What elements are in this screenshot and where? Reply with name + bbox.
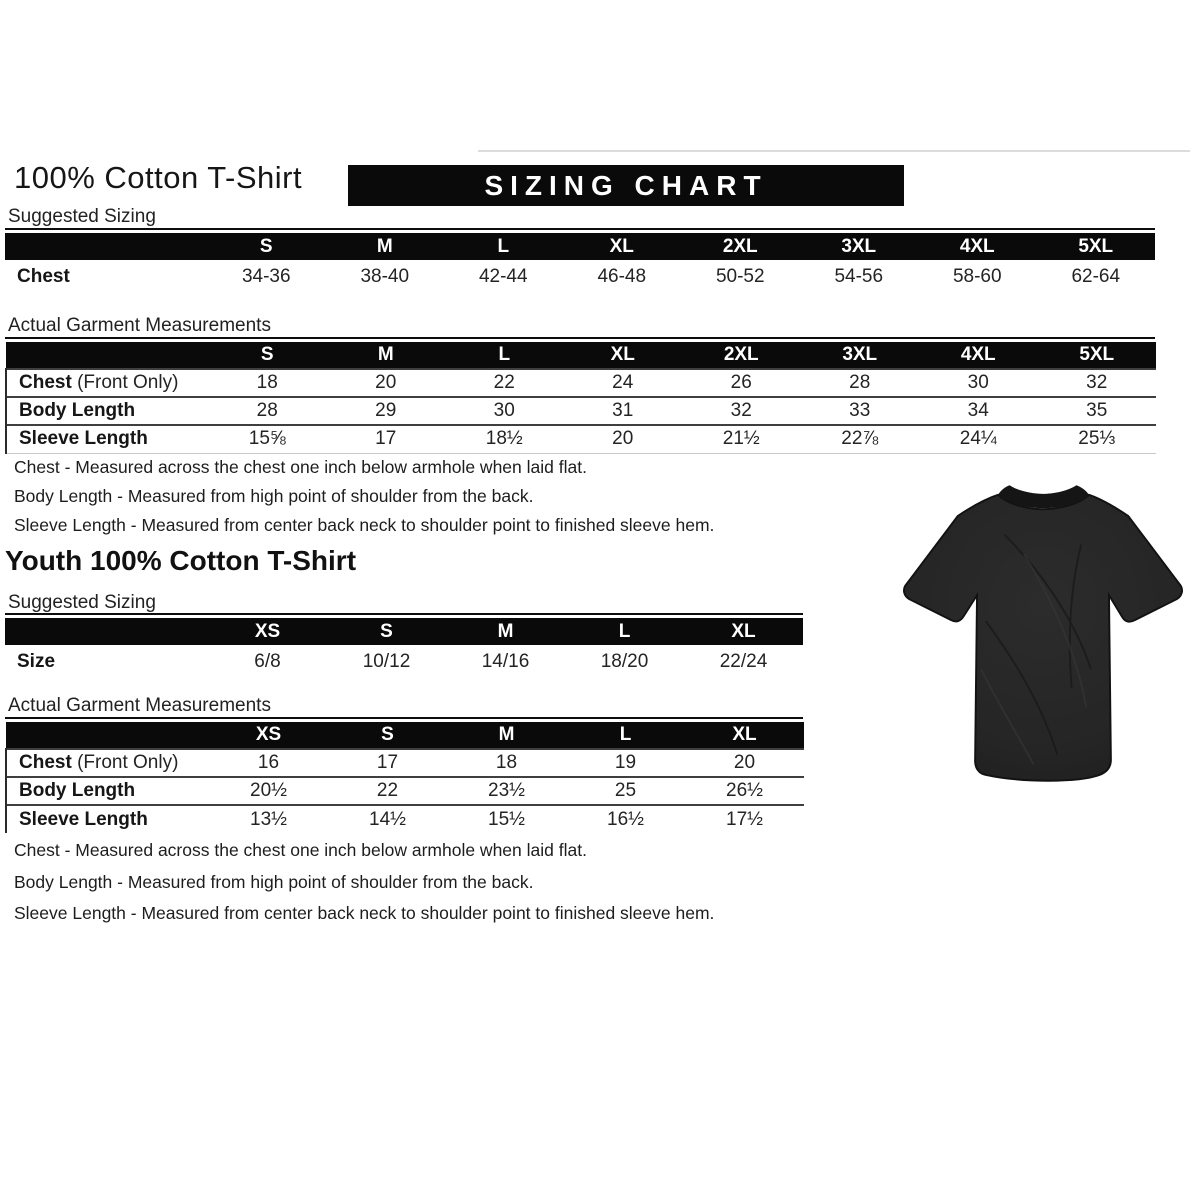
black-tshirt-image (890, 477, 1196, 811)
table-cell: 6/8 (254, 651, 281, 672)
adult-sleeve-length-row (6, 425, 1156, 453)
row-label-cell: Chest (Front Only) (6, 749, 209, 777)
size-column-header: M (497, 620, 514, 642)
size-column-header: S (260, 344, 274, 365)
table-cell: 30 (445, 397, 564, 425)
header-cell-blank (5, 233, 207, 260)
page-title: 100% Cotton T-Shirt (14, 160, 303, 195)
table-cell: 17 (327, 425, 446, 453)
table-top-rule (5, 613, 803, 615)
table-cell: 22 (328, 777, 447, 805)
table-cell: 18 (208, 369, 327, 397)
size-column-header: M (377, 344, 394, 365)
adult-measurement-notes (14, 457, 714, 544)
adult-suggested-heading: Suggested Sizing (8, 206, 156, 227)
table-cell: 42-44 (478, 266, 528, 287)
youth-title: Youth 100% Cotton T-Shirt (5, 545, 357, 576)
table-cell: 38-40 (360, 266, 410, 287)
header-cell-blank (6, 342, 208, 369)
table-cell: 26½ (685, 777, 804, 805)
adult-chest-range-row (5, 260, 1155, 294)
note-line: Sleeve Length - Measured from center back neck to shoulder point to finished sleeve hem. (14, 903, 715, 923)
size-column-header: XL (609, 235, 634, 257)
size-column-header: XS (255, 724, 282, 745)
size-column-header: XS (254, 620, 281, 642)
table-cell: 15⅝ (208, 425, 327, 453)
row-label-cell: Size (17, 651, 56, 672)
note-line: Body Length - Measured from high point of shoulder from the back. (14, 871, 534, 892)
header-cell-blank (6, 722, 209, 749)
size-column-header: 2XL (722, 235, 758, 257)
size-column-header: XL (731, 620, 756, 642)
note-line: Chest - Measured across the chest one inch below armhole when laid flat. (14, 840, 587, 860)
table-cell: 16 (209, 749, 328, 777)
table-cell: 34-36 (241, 266, 291, 287)
table-cell: 20 (327, 369, 446, 397)
adult-suggested-table (5, 228, 1155, 294)
table-cell: 26 (682, 369, 801, 397)
size-column-header: S (381, 724, 394, 745)
adult-suggested-header-row (5, 233, 1155, 260)
youth-suggested-table (5, 613, 803, 679)
table-top-rule (5, 337, 1155, 339)
table-cell: 14½ (328, 805, 447, 833)
row-label-cell: Body Length (6, 777, 209, 805)
tshirt-body (904, 495, 1182, 781)
table-top-rule (5, 717, 803, 719)
table-cell: 32 (682, 397, 801, 425)
table-cell: 34 (919, 397, 1038, 425)
youth-actual-table (5, 717, 803, 833)
size-column-header: 4XL (960, 344, 996, 365)
youth-actual-heading: Actual Garment Measurements (8, 695, 271, 716)
table-cell: 29 (327, 397, 446, 425)
row-label-cell: Chest (17, 266, 70, 287)
table-cell: 50-52 (715, 266, 765, 287)
size-column-header: L (619, 724, 632, 745)
youth-measurement-notes (14, 840, 714, 935)
table-cell: 10/12 (362, 651, 411, 672)
row-label-cell: Sleeve Length (6, 805, 209, 833)
size-column-header: L (618, 620, 631, 642)
table-cell: 21½ (682, 425, 801, 453)
table-cell: 18 (447, 749, 566, 777)
sizing-chart-banner-text: SIZING CHART (484, 169, 768, 201)
youth-suggested-heading: Suggested Sizing (8, 592, 156, 613)
adult-actual-header-row (6, 342, 1156, 369)
sizing-chart-banner (348, 165, 904, 206)
table-cell: 25⅓ (1038, 425, 1157, 453)
table-cell: 15½ (447, 805, 566, 833)
row-label-cell: Body Length (6, 397, 208, 425)
table-cell: 13½ (209, 805, 328, 833)
table-cell: 62-64 (1071, 266, 1121, 287)
row-label-cell: Chest (Front Only) (6, 369, 208, 397)
table-cell: 22⅞ (801, 425, 920, 453)
size-column-header: XL (732, 724, 757, 745)
note-line: Body Length - Measured from high point of shoulder from the back. (14, 486, 534, 506)
size-column-header: L (497, 235, 510, 257)
adult-body-length-row (6, 397, 1156, 425)
table-cell: 19 (566, 749, 685, 777)
header-cell-blank (5, 618, 208, 645)
table-cell: 18/20 (600, 651, 649, 672)
table-cell: 28 (208, 397, 327, 425)
size-column-header: S (259, 235, 273, 257)
youth-size-row (5, 645, 803, 679)
adult-actual-table (5, 337, 1155, 454)
table-cell: 22 (445, 369, 564, 397)
size-column-header: L (498, 344, 511, 365)
size-column-header: 3XL (842, 344, 878, 365)
table-cell: 17 (328, 749, 447, 777)
youth-body-length-row (6, 777, 804, 805)
table-cell: 33 (801, 397, 920, 425)
size-column-header: M (376, 235, 393, 257)
table-cell: 18½ (445, 425, 564, 453)
size-column-header: 5XL (1079, 344, 1115, 365)
table-top-rule (5, 228, 1155, 230)
table-cell: 20 (685, 749, 804, 777)
size-column-header: XL (610, 344, 635, 365)
size-column-header: M (498, 724, 515, 745)
note-line: Sleeve Length - Measured from center back neck to shoulder point to finished sleeve hem. (14, 515, 715, 535)
size-column-header: 2XL (723, 344, 759, 365)
table-cell: 16½ (566, 805, 685, 833)
table-cell: 54-56 (834, 266, 884, 287)
table-cell: 24¼ (919, 425, 1038, 453)
size-column-header: 5XL (1078, 235, 1114, 257)
youth-suggested-header-row (5, 618, 803, 645)
youth-sleeve-length-row (6, 805, 804, 833)
table-cell: 23½ (447, 777, 566, 805)
table-cell: 31 (564, 397, 683, 425)
table-cell: 25 (566, 777, 685, 805)
adult-chest-row (6, 369, 1156, 397)
table-cell: 28 (801, 369, 920, 397)
size-column-header: 3XL (841, 235, 877, 257)
table-cell: 17½ (685, 805, 804, 833)
youth-chest-row (6, 749, 804, 777)
size-column-header: 4XL (959, 235, 995, 257)
table-cell: 30 (919, 369, 1038, 397)
table-cell: 20½ (209, 777, 328, 805)
table-cell: 24 (564, 369, 683, 397)
table-cell: 14/16 (481, 651, 530, 672)
table-cell: 32 (1038, 369, 1157, 397)
table-cell: 35 (1038, 397, 1157, 425)
table-cell: 20 (564, 425, 683, 453)
adult-actual-heading: Actual Garment Measurements (8, 315, 271, 336)
table-cell: 22/24 (719, 651, 768, 672)
table-cell: 58-60 (952, 266, 1002, 287)
youth-actual-header-row (6, 722, 804, 749)
row-label-cell: Sleeve Length (6, 425, 208, 453)
table-cell: 46-48 (597, 266, 647, 287)
size-column-header: S (380, 620, 393, 642)
note-line: Chest - Measured across the chest one inch below armhole when laid flat. (14, 457, 587, 477)
scan-artifact-line (478, 150, 1190, 152)
